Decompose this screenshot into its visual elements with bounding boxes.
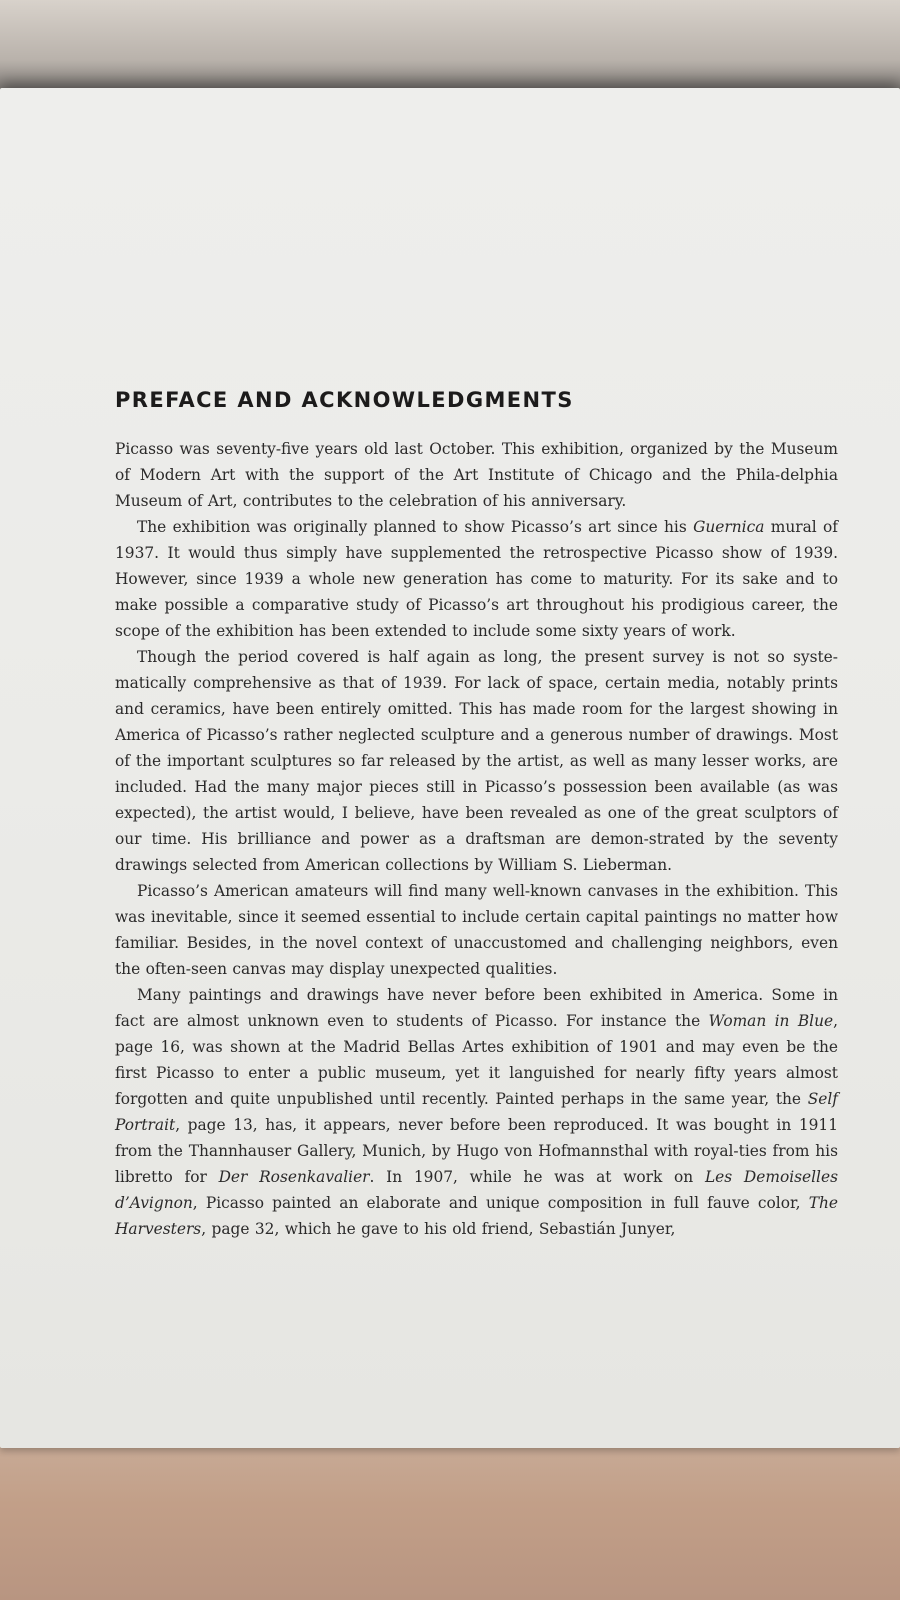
preface-body [115, 436, 838, 1242]
paragraph-text: , page 13, has, it appears, never before been reproduced. It was bought in 1911 from the Thannhauser Gallery, Munich, by Hugo von Hofmannsthal with royal-ties from his libretto for [115, 1116, 838, 1186]
paragraph-text: The exhibition was originally planned to show Picasso’s art since his [137, 518, 694, 536]
preface-paragraph [115, 644, 838, 878]
book-page [0, 88, 900, 1448]
preface-paragraph [115, 436, 838, 514]
paragraph-text: Many paintings and drawings have never before been exhibited in America. Some in fact are almost unknown even to students of Picasso. For instance the [115, 986, 838, 1030]
italic-title-text: The Harvesters [115, 1194, 838, 1238]
italic-title-text: Self Portrait [115, 1090, 838, 1134]
paragraph-text: mural of 1937. It would thus simply have supplemented the retrospective Picasso show of 1939. However, since 1939 a whole new generation has come to maturity. For its sake and to make possible a comparative study of Picasso’s art throughout his prodigious career, the scope of the exhibition has been extended to include some sixty years of work. [115, 518, 838, 640]
italic-title-text: Woman in Blue [708, 1012, 834, 1030]
paragraph-text: . In 1907, while he was at work on [369, 1168, 705, 1186]
background-surface-bottom [0, 1440, 900, 1600]
paragraph-text: , page 16, was shown at the Madrid Bellas Artes exhibition of 1901 and may even be the first Picasso to enter a public museum, yet it languished for nearly fifty years almost forgotten and quite unpublished until recently. Painted perhaps in the same year, the [115, 1012, 838, 1108]
paragraph-text: Picasso was seventy-five years old last October. This exhibition, organized by the Museum of Modern Art with the support of the Art Institute of Chicago and the Phila-delphia Museum of Art, contributes to the celebration of his anniversary. [115, 440, 838, 510]
page-content [115, 388, 838, 1242]
section-heading: PREFACE AND ACKNOWLEDGMENTS [115, 388, 574, 412]
italic-title-text: Der Rosenkavalier [218, 1168, 370, 1186]
paragraph-text: Picasso’s American amateurs will find many well-known canvases in the exhibition. This was inevitable, since it seemed essential to include certain capital paintings no matter how familiar. Besides, in the novel context of unaccustomed and challenging neighbors, even the often-seen canvas may display unexpected qualities. [115, 882, 838, 978]
paragraph-text: , Picasso painted an elaborate and unique composition in full fauve color, [192, 1194, 809, 1212]
preface-paragraph [115, 514, 838, 644]
italic-title-text: Les Demoiselles d’Avignon [115, 1168, 838, 1212]
preface-paragraph [115, 982, 838, 1242]
paragraph-text: , page 32, which he gave to his old friend, Sebastián Junyer, [201, 1220, 676, 1238]
paragraph-text: Though the period covered is half again as long, the present survey is not so syste-matically comprehensive as that of 1939. For lack of space, certain media, notably prints and ceramics, have been entirely omitted. This has made room for the largest showing in America of Picasso’s rather neglected sculpture and a generous number of drawings. Most of the important sculptures so far released by the artist, as well as many lesser works, are included. Had the many major pieces still in Picasso’s possession been available (as was expected), the artist would, I believe, have been revealed as one of the great sculptors of our time. His brilliance and power as a draftsman are demon-strated by the seventy drawings selected from American collections by William S. Lieberman. [115, 648, 838, 874]
preface-paragraph [115, 878, 838, 982]
background-surface-top [0, 0, 900, 100]
italic-title-text: Guernica [693, 518, 765, 536]
